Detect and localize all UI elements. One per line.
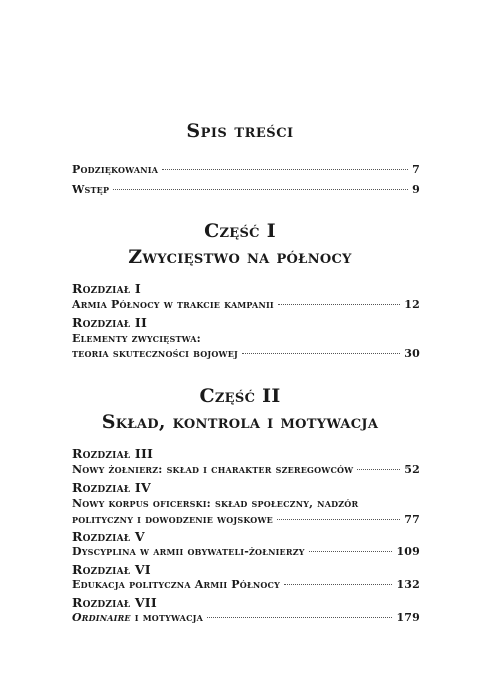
entry-title: Wstęp bbox=[72, 183, 110, 196]
toc-entry-chapter-3[interactable] bbox=[72, 463, 420, 479]
part-2-number: Część II bbox=[199, 385, 281, 407]
entry-page: 52 bbox=[404, 463, 420, 476]
leader-dots bbox=[207, 617, 392, 618]
entry-page: 9 bbox=[412, 183, 420, 196]
part-1-heading bbox=[0, 218, 480, 270]
leader-dots bbox=[277, 519, 400, 520]
chapter-2-label: Rozdział II bbox=[72, 315, 148, 330]
part-1-title: Zwycięstwo na północy bbox=[128, 246, 352, 268]
entry-title: Dyscyplina w armii obywateli-żołnierzy bbox=[72, 545, 305, 558]
leader-dots bbox=[357, 469, 400, 470]
entry-title: Nowy żołnierz: skład i charakter szeregowców bbox=[72, 463, 354, 476]
entry-title: teoria skuteczności bojowej bbox=[72, 347, 239, 360]
chapter-5-label: Rozdział V bbox=[72, 529, 145, 544]
chapter-6-label: Rozdział VI bbox=[72, 562, 151, 577]
entry-page: 109 bbox=[396, 545, 420, 558]
toc-entry-chapter-2[interactable] bbox=[72, 347, 420, 363]
leader-dots bbox=[113, 189, 408, 190]
entry-page: 179 bbox=[396, 611, 420, 624]
chapter-7-label: Rozdział VII bbox=[72, 595, 157, 610]
toc-entry-introduction[interactable] bbox=[72, 183, 420, 199]
entry-page: 77 bbox=[404, 513, 420, 526]
part-2-heading bbox=[0, 383, 480, 435]
leader-dots bbox=[309, 551, 393, 552]
toc-entry-chapter-1[interactable] bbox=[72, 298, 420, 314]
toc-entry-chapter-4[interactable] bbox=[72, 513, 420, 529]
part-2-title: Skład, kontrola i motywacja bbox=[101, 411, 379, 433]
entry-title-rest: i motywacja bbox=[130, 611, 204, 624]
entry-page: 12 bbox=[404, 298, 420, 311]
part-1-number: Część I bbox=[204, 220, 276, 242]
entry-title-italic: Ordinaire bbox=[72, 611, 131, 624]
toc-entry-chapter-7[interactable] bbox=[72, 611, 420, 627]
chapter-4-label: Rozdział IV bbox=[72, 480, 151, 495]
entry-title: polityczny i dowodzenie wojskowe bbox=[72, 513, 273, 526]
chapter-1-label: Rozdział I bbox=[72, 281, 141, 296]
entry-title bbox=[72, 611, 203, 624]
entry-title: Podziękowania bbox=[72, 163, 159, 176]
toc-entry-acknowledgements[interactable] bbox=[72, 163, 420, 179]
leader-dots bbox=[162, 169, 408, 170]
chapter-3-label: Rozdział III bbox=[72, 446, 154, 461]
leader-dots bbox=[278, 304, 400, 305]
toc-entry-chapter-6[interactable] bbox=[72, 578, 420, 594]
chapter-2-title-line1: Elementy zwycięstwa: bbox=[72, 332, 201, 345]
entry-page: 30 bbox=[404, 347, 420, 360]
toc-title: Spis treści bbox=[186, 120, 294, 142]
entry-title: Edukacja polityczna Armii Północy bbox=[72, 578, 280, 591]
leader-dots bbox=[242, 353, 400, 354]
entry-title: Armia Północy w trakcie kampanii bbox=[72, 298, 274, 311]
chapter-4-title-line1: Nowy korpus oficerski: skład społeczny, nadzór bbox=[72, 497, 359, 510]
entry-page: 132 bbox=[396, 578, 420, 591]
toc-entry-chapter-5[interactable] bbox=[72, 545, 420, 561]
leader-dots bbox=[284, 584, 392, 585]
entry-page: 7 bbox=[412, 163, 420, 176]
